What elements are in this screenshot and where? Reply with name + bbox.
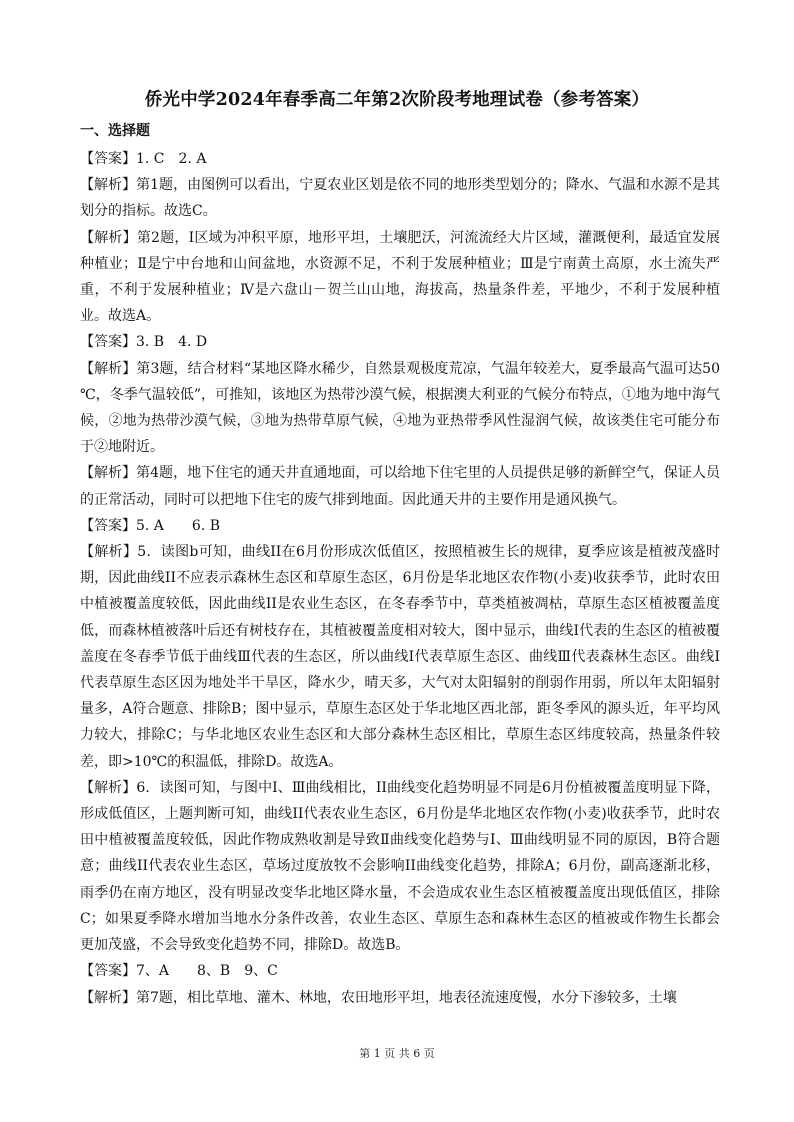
analysis-paragraph: 【解析】第7题，相比草地、灌木、林地，农田地形平坦，地表径流速度慢，水分下渗较多，土壤 <box>80 989 677 1006</box>
analysis-paragraph: 【解析】6．读图可知，与图中Ⅰ、Ⅲ曲线相比，II曲线变化趋势明显不同是6月份植被覆盖度明显下降，形成低值区，上题判断可知，曲线II代表农业生态区，6月份是华北地区农作物(小麦)收获季节，此时农田中植被覆盖度较低，因此作物成熟收割是导致Ⅱ曲线变化趋势与Ⅰ、Ⅲ曲线明显不同的原因，B符合题意；曲线II代表农业生态区，草场过度放牧不会影响II曲线变化趋势，排除A；6月份，副高逐渐北移，雨季仍在南方地区，没有明显改变华北地区降水量，不会造成农业生态区植被覆盖度出现低值区，排除C；如果夏季降水增加当地水分条件改善，农业生态区、草原生态和森林生态区的植被或作物生长都会更加茂盛，不会导致变化趋势不同，排除D。故选B。 <box>80 779 720 954</box>
answer-line: 【答案】1. C 2. A <box>80 151 207 167</box>
page-title: 侨光中学2024年春季高二年第2次阶段考地理试卷（参考答案） <box>144 90 650 110</box>
analysis-paragraph: 【解析】第2题，Ⅰ区域为冲积平原，地形平坦，土壤肥沃，河流流经大片区域，灌溉便利，最适宜发展种植业；Ⅱ是宁中台地和山间盆地，水资源不足，不利于发展种植业；Ⅲ是宁南黄土高原，水土流失严重，不利于发展种植业；Ⅳ是六盘山－贺兰山山地，海拔高，热量条件差，平地少，不利于发展种植业。故选A。 <box>80 229 720 325</box>
analysis-paragraph: 【解析】第1题，由图例可以看出，宁夏农业区划是依不同的地形类型划分的；降水、气温和水源不是其划分的指标。故选C。 <box>80 177 720 220</box>
answer-line: 【答案】7、A 8、B 9、C <box>80 963 278 980</box>
analysis-paragraph: 【解析】第3题，结合材料“某地区降水稀少，自然景观极度荒凉，气温年较差大，夏季最高气温可达50 ℃，冬季气温较低”，可推知，该地区为热带沙漠气候，根据澳大利亚的气候分布特点，①地为地中海气候，②地为热带沙漠气候，③地为热带草原气候，④地为亚热带季风性湿润气候，故该类住宅可能分布于②地附近。 <box>80 360 720 456</box>
section-heading: 一、选择题 <box>80 123 150 139</box>
answer-body <box>80 146 720 1011</box>
page-footer: 第 1 页 共 6 页 <box>359 1047 435 1060</box>
analysis-paragraph: 【解析】第4题，地下住宅的通天井直通地面，可以给地下住宅里的人员提供足够的新鲜空气，保证人员的正常活动，同时可以把地下住宅的废气排到地面。因此通天井的主要作用是通风换气。 <box>80 465 720 508</box>
answer-line: 【答案】3. B 4. D <box>80 334 208 351</box>
analysis-paragraph: 【解析】5．读图b可知，曲线II在6月份形成次低值区，按照植被生长的规律，夏季应该是植被茂盛时期，因此曲线II不应表示森林生态区和草原生态区，6月份是华北地区农作物(小麦)收获季节，此时农田中植被覆盖度较低，因此曲线II是农业生态区，在冬春季节中，草类植被凋枯，草原生态区植被覆盖度低，而森林植被落叶后还有树枝存在，其植被覆盖度相对较大，图中显示，曲线Ⅰ代表的生态区的植被覆盖度在冬春季节低于曲线Ⅲ代表的生态区，所以曲线Ⅰ代表草原生态区、曲线Ⅲ代表森林生态区。曲线Ⅰ代表草原生态区因为地处半干旱区，降水少，晴天多，大气对太阳辐射的削弱作用弱，所以年太阳辐射量多，A符合题意、排除B；图中显示，草原生态区处于华北地区西北部，距冬季风的源头近，年平均风力较大，排除C；与华北地区农业生态区和大部分森林生态区相比，草原生态区纬度较高，热量条件较差，即>10℃的积温低，排除D。故选A。 <box>80 544 720 770</box>
answer-line: 【答案】5. A 6. B <box>80 517 221 534</box>
